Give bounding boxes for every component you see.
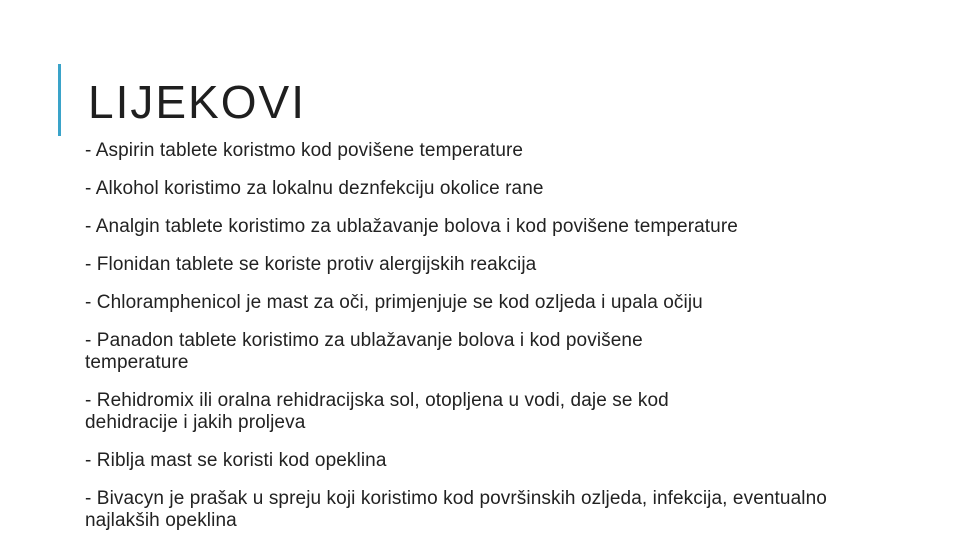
title-accent-bar [58,64,61,136]
list-item-bivacyn: - Bivacyn je prašak u spreju koji koristimo kod površinskih ozljeda, infekcija, eventualno najlakših opeklina [85,488,827,531]
list-item-rehidromix: - Rehidromix ili oralna rehidracijska sol, otopljena u vodi, daje se kod dehidracije i jakih proljeva [85,390,669,433]
list-item-flonidan: - Flonidan tablete se koriste protiv alergijskih reakcija [85,254,537,275]
list-item-aspirin: - Aspirin tablete koristmo kod povišene temperature [85,140,524,161]
list-item-chloramphenicol: - Chloramphenicol je mast za oči, primjenjuje se kod ozljeda i upala očiju [85,292,703,313]
list-item-analgin: - Analgin tablete koristimo za ublažavanje bolova i kod povišene temperature [85,216,738,237]
list-item-panadon: - Panadon tablete koristimo za ublažavanje bolova i kod povišene temperature [85,330,643,373]
medicine-list [85,140,845,548]
list-item-riblja-mast: - Riblja mast se koristi kod opeklina [85,450,387,471]
list-item-alkohol: - Alkohol koristimo za lokalnu deznfekciju okolice rane [85,178,544,199]
slide-title: LIJEKOVI [88,76,306,128]
